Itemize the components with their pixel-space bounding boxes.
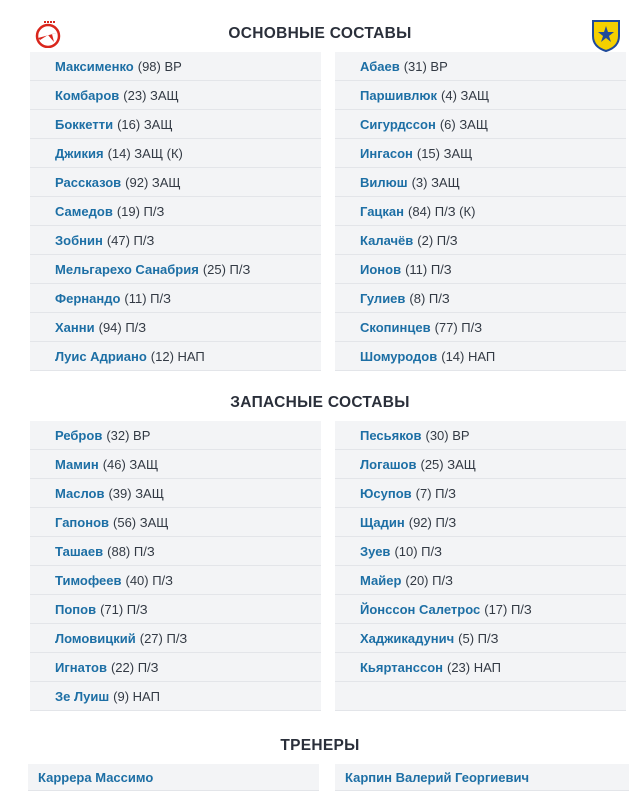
- player-row[interactable]: [30, 421, 321, 450]
- player-name[interactable]: Сигурдссон: [360, 116, 436, 132]
- away-subs: [335, 421, 626, 711]
- player-name[interactable]: Зобнин: [55, 232, 103, 248]
- player-row[interactable]: [335, 168, 626, 197]
- player-row[interactable]: [335, 197, 626, 226]
- player-info: (20) П/З: [405, 572, 453, 588]
- player-row[interactable]: [30, 479, 321, 508]
- player-row[interactable]: [30, 139, 321, 168]
- player-info: (39) ЗАЩ: [108, 485, 164, 501]
- player-info: (88) П/З: [107, 543, 155, 559]
- player-row[interactable]: [30, 653, 321, 682]
- player-info: (8) П/З: [409, 290, 450, 306]
- section-title: ЗАПАСНЫЕ СОСТАВЫ: [230, 394, 410, 411]
- player-info: (19) П/З: [116, 203, 165, 219]
- player-info: (12) НАП: [150, 348, 205, 364]
- player-row[interactable]: [335, 139, 626, 168]
- player-name[interactable]: Песьяков: [360, 427, 422, 443]
- player-row[interactable]: [335, 226, 626, 255]
- player-name[interactable]: Майер: [360, 572, 402, 588]
- player-row[interactable]: [335, 52, 626, 81]
- empty-row: [335, 682, 626, 711]
- player-row[interactable]: [335, 595, 626, 624]
- player-name[interactable]: Максименко: [55, 58, 134, 74]
- player-name[interactable]: Луис Адриано: [55, 348, 147, 364]
- player-info: (25) ЗАЩ: [420, 456, 476, 472]
- player-info: (7) П/З: [415, 485, 456, 501]
- player-name[interactable]: Гацкан: [360, 203, 405, 219]
- player-row[interactable]: [30, 537, 321, 566]
- player-name[interactable]: Юсупов: [360, 485, 412, 501]
- player-info: (27) П/З: [139, 630, 188, 646]
- player-info: (94) П/З: [98, 319, 147, 335]
- section-title: ТРЕНЕРЫ: [280, 737, 360, 754]
- player-name[interactable]: Зуев: [360, 543, 391, 559]
- player-row[interactable]: [30, 342, 321, 371]
- player-info: (16) ЗАЩ: [117, 116, 173, 132]
- player-info: (10) П/З: [394, 543, 442, 559]
- player-name[interactable]: Гулиев: [360, 290, 406, 306]
- main-lineups-header: [0, 16, 640, 52]
- player-row[interactable]: [335, 421, 626, 450]
- player-row[interactable]: [30, 624, 321, 653]
- player-row[interactable]: [30, 110, 321, 139]
- player-name[interactable]: Зе Луиш: [55, 688, 110, 704]
- player-row[interactable]: [30, 197, 321, 226]
- player-name[interactable]: Кьяртанссон: [360, 659, 443, 675]
- player-name[interactable]: Ломовицкий: [55, 630, 136, 646]
- section-title: ОСНОВНЫЕ СОСТАВЫ: [228, 25, 412, 42]
- player-row[interactable]: [335, 479, 626, 508]
- player-info: (2) П/З: [417, 232, 458, 248]
- player-row[interactable]: [335, 624, 626, 653]
- player-name[interactable]: Ташаев: [55, 543, 104, 559]
- subs-lineups: [0, 421, 640, 711]
- player-row[interactable]: [335, 537, 626, 566]
- player-name[interactable]: Комбаров: [55, 87, 120, 103]
- player-row[interactable]: [30, 682, 321, 711]
- player-info: (30) ВР: [425, 427, 470, 443]
- player-name[interactable]: Йонссон Салетрос: [360, 601, 481, 617]
- player-info: (23) НАП: [446, 659, 501, 675]
- player-row[interactable]: [30, 168, 321, 197]
- player-row[interactable]: [335, 284, 626, 313]
- player-info: (11) П/З: [124, 290, 171, 306]
- player-info: (15) ЗАЩ: [416, 145, 473, 161]
- player-info: (46) ЗАЩ: [102, 456, 159, 472]
- player-name[interactable]: Вилюш: [360, 174, 408, 190]
- player-row[interactable]: [30, 284, 321, 313]
- player-row[interactable]: [30, 52, 321, 81]
- player-info: (25) П/З: [202, 261, 251, 277]
- player-row[interactable]: [30, 81, 321, 110]
- player-name[interactable]: Маслов: [55, 485, 105, 501]
- player-name[interactable]: Ионов: [360, 261, 402, 277]
- player-name[interactable]: Рассказов: [55, 174, 122, 190]
- player-name[interactable]: Шомуродов: [360, 348, 438, 364]
- player-row[interactable]: [335, 255, 626, 284]
- player-name[interactable]: Ингасон: [360, 145, 413, 161]
- player-info: (84) П/З (К): [408, 203, 476, 219]
- player-row[interactable]: [335, 81, 626, 110]
- player-row[interactable]: [30, 595, 321, 624]
- player-name[interactable]: Скопинцев: [360, 319, 431, 335]
- player-info: (22) П/З: [110, 659, 159, 675]
- player-info: (11) П/З: [405, 261, 452, 277]
- player-row[interactable]: [335, 653, 626, 682]
- home-main-lineup: [30, 52, 321, 371]
- player-row[interactable]: [30, 255, 321, 284]
- player-row[interactable]: [335, 110, 626, 139]
- away-main-lineup: [335, 52, 626, 371]
- player-info: (23) ЗАЩ: [123, 87, 179, 103]
- player-info: (40) П/З: [125, 572, 174, 588]
- player-row[interactable]: [335, 342, 626, 371]
- coaches-row: [0, 764, 640, 791]
- player-name[interactable]: Самедов: [55, 203, 113, 219]
- player-row[interactable]: [30, 313, 321, 342]
- player-info: (32) ВР: [106, 427, 151, 443]
- player-name[interactable]: Игнатов: [55, 659, 107, 675]
- player-row[interactable]: [335, 450, 626, 479]
- player-info: (77) П/З: [434, 319, 483, 335]
- player-info: (56) ЗАЩ: [113, 514, 169, 530]
- player-info: (92) ЗАЩ: [125, 174, 181, 190]
- player-info: (71) П/З: [100, 601, 148, 617]
- rostov-logo-icon[interactable]: [590, 18, 622, 52]
- player-name[interactable]: Паршивлюк: [360, 87, 438, 103]
- player-info: (47) П/З: [106, 232, 155, 248]
- player-name[interactable]: Гапонов: [55, 514, 110, 530]
- player-info: (3) ЗАЩ: [411, 174, 460, 190]
- player-info: (14) ЗАЩ (К): [107, 145, 183, 161]
- player-name[interactable]: Тимофеев: [55, 572, 122, 588]
- home-subs: [30, 421, 321, 711]
- player-info: (14) НАП: [441, 348, 496, 364]
- player-name[interactable]: Боккетти: [55, 116, 114, 132]
- subs-header: [0, 385, 640, 421]
- player-name[interactable]: Калачёв: [360, 232, 414, 248]
- player-row[interactable]: [335, 566, 626, 595]
- player-name[interactable]: Джикия: [55, 145, 104, 161]
- coach-name[interactable]: Каррера Массимо: [38, 769, 154, 785]
- player-name[interactable]: Абаев: [360, 58, 400, 74]
- player-name[interactable]: Ханни: [55, 319, 95, 335]
- player-info: (5) П/З: [458, 630, 499, 646]
- player-row[interactable]: [30, 508, 321, 537]
- player-info: (17) П/З: [484, 601, 532, 617]
- player-name[interactable]: Попов: [55, 601, 97, 617]
- player-name[interactable]: Хаджикадунич: [360, 630, 455, 646]
- player-info: (31) ВР: [403, 58, 448, 74]
- player-info: (92) П/З: [408, 514, 457, 530]
- player-row[interactable]: [30, 566, 321, 595]
- spartak-logo-icon[interactable]: [30, 20, 66, 48]
- away-coach[interactable]: [335, 764, 629, 791]
- player-info: (6) ЗАЩ: [439, 116, 489, 132]
- player-name[interactable]: Щадин: [360, 514, 405, 530]
- player-name[interactable]: Логашов: [360, 456, 417, 472]
- player-info: (9) НАП: [113, 688, 160, 704]
- player-info: (4) ЗАЩ: [441, 87, 490, 103]
- player-name[interactable]: Мамин: [55, 456, 99, 472]
- player-row[interactable]: [30, 450, 321, 479]
- player-name[interactable]: Ребров: [55, 427, 103, 443]
- main-lineups: [0, 52, 640, 371]
- player-row[interactable]: [335, 508, 626, 537]
- player-row[interactable]: [30, 226, 321, 255]
- player-info: (98) ВР: [137, 58, 182, 74]
- home-coach[interactable]: [28, 764, 319, 791]
- coaches-header: [0, 728, 640, 764]
- player-name[interactable]: Мельгарехо Санабрия: [55, 261, 199, 277]
- player-row[interactable]: [335, 313, 626, 342]
- player-name[interactable]: Фернандо: [55, 290, 121, 306]
- coach-name[interactable]: Карпин Валерий Георгиевич: [345, 769, 530, 785]
